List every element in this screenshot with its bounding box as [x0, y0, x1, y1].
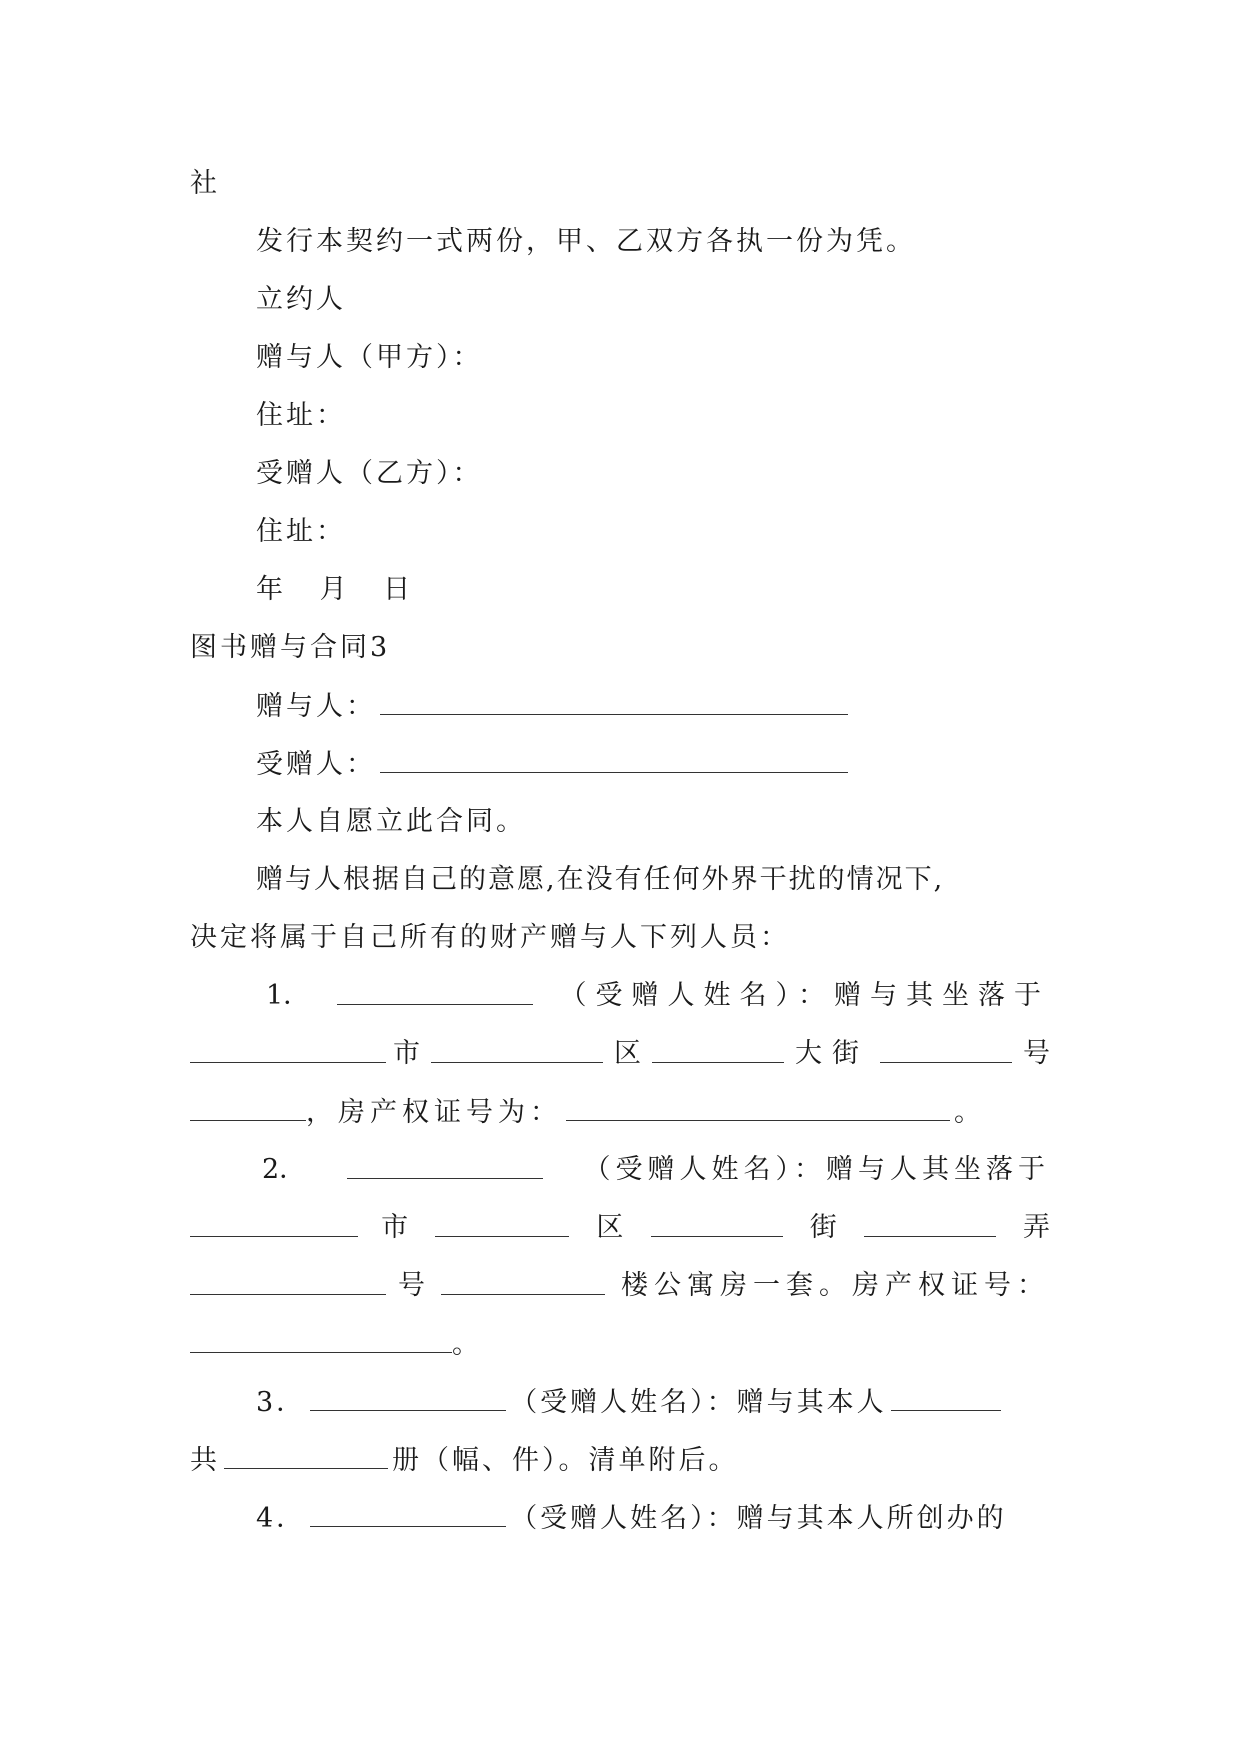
item1-text: （受赠人姓名）：赠与其坐落于 [559, 980, 1050, 1011]
text-line-signatories: 立约人 [256, 284, 346, 315]
item1-no: 号 [1023, 1038, 1050, 1069]
item4-number: 4． [256, 1503, 307, 1534]
item3-item-blank [891, 1382, 1001, 1411]
item2-no: 号 [398, 1270, 425, 1301]
item2-cert-blank [190, 1324, 452, 1353]
item2-street: 街 [809, 1212, 837, 1243]
item1-cert: ，房产权证号为： [306, 1097, 562, 1128]
text-line-copies: 发行本契约一式两份，甲、乙双方各执一份为凭。 [256, 226, 916, 257]
donor-label: 赠与人： [256, 691, 376, 722]
item2-line-4 [190, 1324, 1050, 1364]
item2-line-2 [190, 1208, 1050, 1248]
item2-end: 。 [452, 1329, 482, 1360]
text-line-intent-2: 决定将属于自己所有的财产赠与人下列人员： [190, 922, 790, 953]
donee-label: 受赠人： [256, 749, 376, 780]
item3-line-1 [256, 1382, 1050, 1422]
item2-lane-blank [864, 1208, 996, 1237]
item2-rest: 楼公寓房一套。房产权证号： [621, 1270, 1050, 1301]
item2-line-1 [262, 1150, 1050, 1190]
text-line-voluntary: 本人自愿立此合同。 [256, 806, 526, 837]
item1-end: 。 [954, 1097, 984, 1128]
donee-blank [380, 744, 848, 773]
item2-lane: 弄 [1022, 1212, 1050, 1243]
item3-count-blank [224, 1440, 388, 1469]
item1-no-blank [880, 1034, 1012, 1063]
item1-line-1 [266, 976, 1050, 1016]
item3-line-2 [190, 1440, 1050, 1480]
item1-no-blank-2 [190, 1092, 306, 1121]
item2-floor-blank [441, 1266, 605, 1295]
item2-name-blank [347, 1150, 543, 1179]
item1-city: 市 [393, 1038, 420, 1069]
donee-field [256, 744, 1050, 784]
item1-line-2 [190, 1034, 1050, 1074]
item4-text: （受赠人姓名）：赠与其本人所创办的 [510, 1503, 1007, 1534]
item2-no-blank [190, 1266, 386, 1295]
item3-gong: 共 [190, 1445, 220, 1476]
item2-text: （受赠人姓名）：赠与人其坐落于 [583, 1154, 1050, 1185]
item3-rest: 册（幅、件）。清单附后。 [392, 1445, 739, 1476]
text-line-donor-address: 住址： [256, 400, 346, 431]
text-line-date: 年 月 日 [256, 574, 425, 605]
item2-city: 市 [381, 1212, 409, 1243]
item1-number: 1． [266, 980, 311, 1011]
text-line-intent-1: 赠与人根据自己的意愿,在没有任何外界干扰的情况下, [256, 864, 945, 895]
item2-city-blank [190, 1208, 358, 1237]
item1-street: 大街 [795, 1038, 869, 1069]
text-line-donee-address: 住址： [256, 516, 346, 547]
donor-blank [380, 686, 848, 715]
item2-district-blank [435, 1208, 569, 1237]
item3-number: 3． [256, 1387, 307, 1418]
item2-number: 2． [262, 1154, 307, 1185]
item1-line-3 [190, 1092, 1050, 1132]
text-line-she: 社 [190, 168, 220, 199]
item1-name-blank [337, 976, 533, 1005]
section-title: 图书赠与合同3 [190, 632, 391, 663]
item1-cert-blank [566, 1092, 950, 1121]
item2-street-blank [651, 1208, 783, 1237]
item1-street-blank [652, 1034, 784, 1063]
item3-name-blank [310, 1382, 506, 1411]
item1-district-blank [431, 1034, 603, 1063]
item2-district: 区 [596, 1212, 624, 1243]
item4-line-1 [256, 1498, 1050, 1538]
text-line-donor-party: 赠与人（甲方）： [256, 342, 483, 373]
item1-district: 区 [614, 1038, 641, 1069]
item1-city-blank [190, 1034, 386, 1063]
donor-field [256, 686, 1050, 726]
item3-text: （受赠人姓名）：赠与其本人 [510, 1387, 887, 1418]
item4-name-blank [310, 1498, 506, 1527]
text-line-donee-party: 受赠人（乙方）： [256, 458, 483, 489]
item2-line-3 [190, 1266, 1050, 1306]
